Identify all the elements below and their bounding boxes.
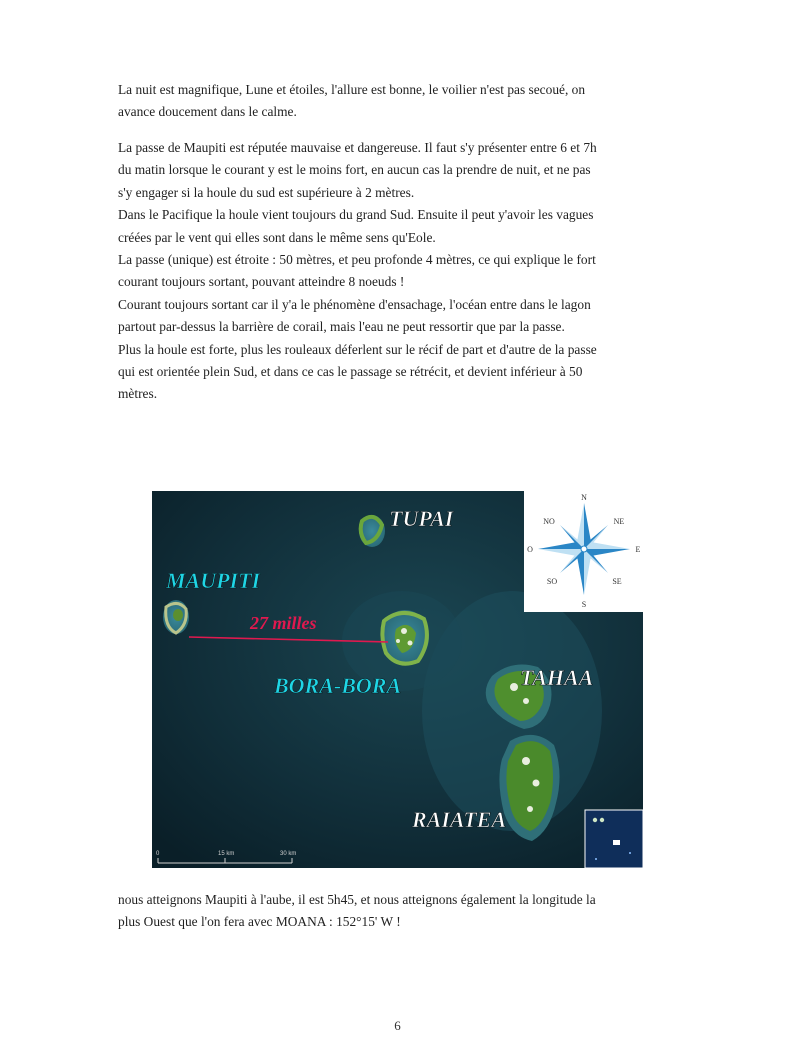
- text-line: s'y engager si la houle du sud est supérieure à 2 mètres.: [118, 184, 415, 200]
- scale-mid: 15 km: [218, 851, 235, 857]
- satellite-map: [152, 491, 643, 868]
- text-line: du matin lorsque le courant y est le moins fort, en aucun cas la prendre de nuit, et ne pas: [118, 162, 591, 178]
- compass-s: S: [581, 600, 587, 609]
- text-line: courant toujours sortant, pouvant atteindre 8 noeuds !: [118, 274, 405, 290]
- scale-end: 30 km: [280, 851, 297, 857]
- label-tupai: TUPAI: [389, 506, 454, 531]
- text-line: mètres.: [118, 386, 158, 402]
- text-line: avance doucement dans le calme.: [118, 104, 297, 120]
- compass-no: NO: [543, 517, 555, 526]
- scale-zero: 0: [156, 851, 160, 857]
- compass-se: SE: [612, 577, 622, 586]
- page-number: 6: [394, 1018, 401, 1033]
- text-line: Courant toujours sortant car il y'a le phénomène d'ensachage, l'océan entre dans le lagon: [118, 296, 591, 312]
- label-maupiti: MAUPITI: [166, 568, 261, 593]
- text-line: partout par-dessus la barrière de corail, mais l'eau ne peut ressortir que par la passe.: [118, 319, 565, 335]
- text-line: La passe de Maupiti est réputée mauvaise et dangereuse. Il faut s'y présenter entre 6 et 7h: [118, 140, 597, 155]
- label-raiatea: RAIATEA: [412, 807, 507, 832]
- tupai-island: [359, 515, 385, 547]
- compass-e: E: [635, 545, 641, 554]
- compass-n: N: [581, 493, 587, 502]
- paragraph-pass: [118, 137, 682, 406]
- text-line: Plus la houle est forte, plus les rouleaux déferlent sur le récif de part et d'autre de la passe: [118, 341, 597, 357]
- compass-so: SO: [546, 577, 558, 586]
- label-tahaa: TAHAA: [520, 665, 594, 690]
- paragraph-night: [118, 79, 682, 124]
- text-line: plus Ouest que l'on fera avec MOANA : 152°15' W !: [118, 914, 401, 930]
- locator-inset: [585, 810, 643, 868]
- label-distance: 27 milles: [250, 613, 317, 633]
- text-line: créées par le vent qui elles sont dans le même sens qu'Eole.: [118, 229, 436, 245]
- label-bora-bora: BORA-BORA: [274, 673, 402, 698]
- paragraph-arrival: [118, 889, 682, 934]
- compass-ne: NE: [613, 517, 625, 526]
- bora-bora-island: [381, 610, 429, 664]
- compass-o: O: [527, 545, 533, 554]
- text-line: nous atteignons Maupiti à l'aube, il est 5h45, et nous atteignons également la longitude la: [118, 892, 596, 907]
- text-line: qui est orientée plein Sud, et dans ce cas le passage se rétrécit, et devient inférieur à 50: [118, 364, 583, 380]
- text-line: La nuit est magnifique, Lune et étoiles, l'allure est bonne, le voilier n'est pas secoué, on: [118, 82, 586, 97]
- text-line: La passe (unique) est étroite : 50 mètres, et peu profonde 4 mètres, ce qui explique le fort: [118, 252, 596, 268]
- compass-rose: [524, 491, 643, 612]
- maupiti-island: [163, 600, 189, 634]
- text-line: Dans le Pacifique la houle vient toujours du grand Sud. Ensuite il peut y'avoir les vagues: [118, 207, 594, 223]
